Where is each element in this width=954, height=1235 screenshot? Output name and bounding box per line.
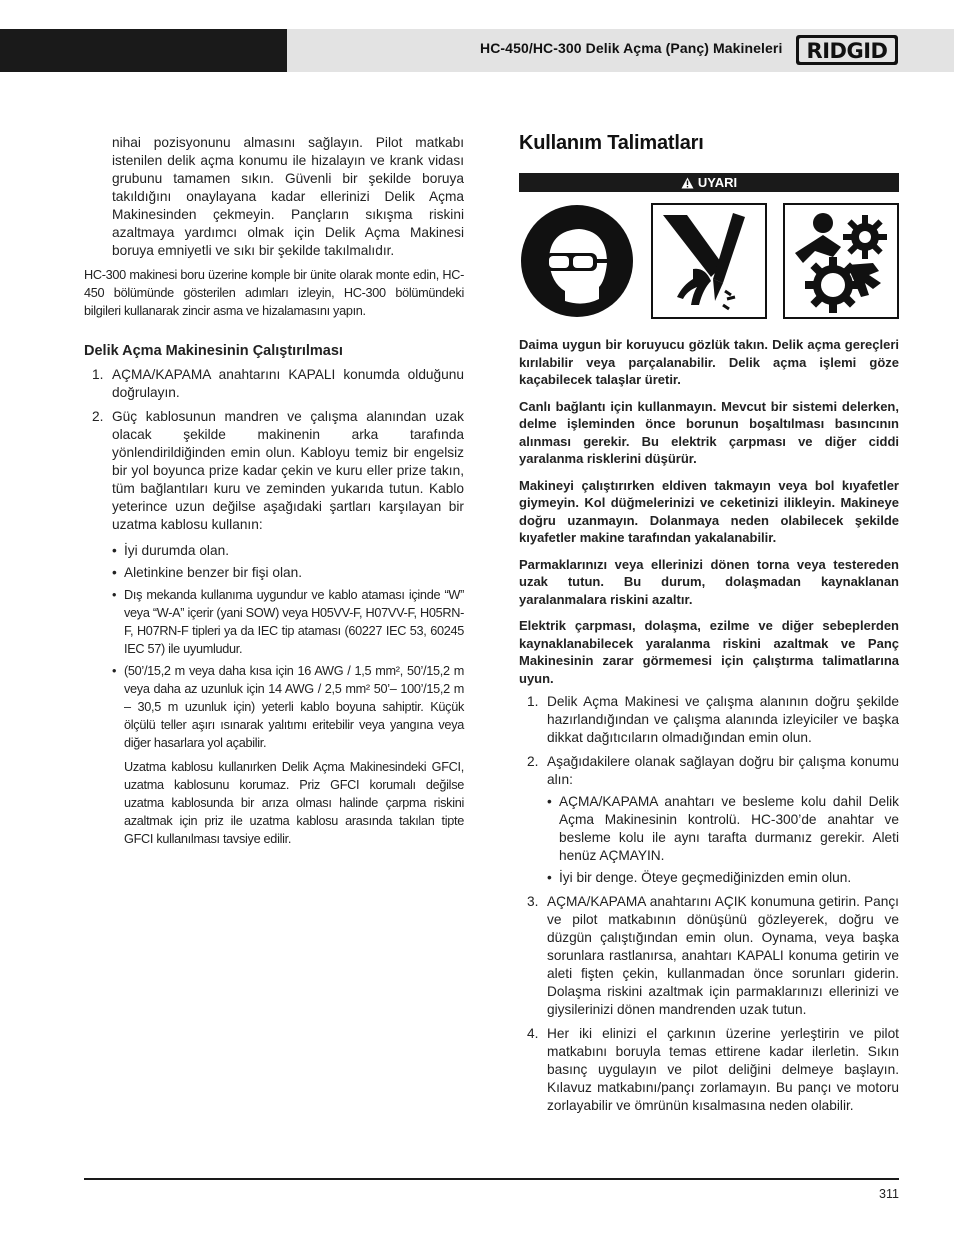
- warning-label: UYARI: [697, 175, 738, 190]
- list-item: • Dış mekanda kullanıma uygundur ve kablo ataması içinde “W” veya “W-A” içerir (yani SOW) veya H05VV-F, H07VV-F, H05RN-F, H07RN-F tipleri ya da IEC tip ataması (60227 IEC 53, 60245 IEC 57) ile uyumludur.: [112, 588, 464, 656]
- list-item: • Aletinkine benzer bir fişi olan.: [112, 565, 303, 580]
- section-heading: Delik Açma Makinesinin Çalıştırılması: [84, 343, 343, 359]
- step-item: [519, 1025, 899, 1115]
- bullet-text: AÇMA/KAPAMA anahtarı ve besleme kolu dahil Delik Açma Makinesinin kontrolü. HC-300’de anahtar ve besleme kolu ile aynı tarafta durmanız gerekir. Aleti henüz AÇMAYIN.: [559, 794, 899, 863]
- step-text: Aşağıdakilere olanak sağlayan doğru bir çalışma konumu alın:: [547, 754, 899, 787]
- step-number: 3.: [527, 894, 539, 909]
- ridgid-logo: [796, 35, 898, 65]
- gfci-paragraph: Uzatma kablosu kullanırken Delik Açma Makinesindeki GFCI, uzatma kablosunu korumaz. Priz GFCI korumalı değilse uzatma kablosunda bir arıza olması halinde çarpma riskini azaltmak için priz ile uzatma kablosu arasında takılan tipte GFCI kullanılması tavsiye edilir.: [124, 760, 464, 846]
- step-item: [84, 366, 464, 402]
- list-item: • İyi bir denge. Öteye geçmediğinizden emin olun.: [547, 870, 852, 885]
- step-number: 2.: [527, 754, 539, 769]
- warning-text: Canlı bağlantı için kullanmayın. Mevcut bir sistemi delerken, delme işleminden önce borunun boşaltılması basıncının alınması gerekir. Bu elektrik çarpması ve diğer ciddi yaralanma risklerini düşürür.: [519, 398, 899, 466]
- warning-text: Daima uygun bir koruyucu gözlük takın. Delik açma gereçleri kırılabilir veya parçalanabilir. Delik açma işlemi göze kaçabilecek talaşlar üretir.: [519, 337, 899, 387]
- right-column: [519, 134, 899, 1121]
- list-item: • AÇMA/KAPAMA anahtarı ve besleme kolu dahil Delik Açma Makinesinin kontrolü. HC-300’de anahtar ve besleme kolu ile aynı tarafta durmanız gerekir. Aleti henüz AÇMAYIN.: [547, 794, 899, 863]
- hand-drill-hazard-icon: [651, 203, 767, 319]
- list-item: • İyi durumda olan.: [112, 543, 229, 558]
- step-item: [84, 408, 464, 848]
- page-section-title: Kullanım Talimatları: [519, 132, 704, 154]
- step-number: 1.: [92, 367, 104, 382]
- left-column: [84, 134, 464, 854]
- step-text: Delik Açma Makinesi ve çalışma alanının doğru şekilde hazırlandığından ve çalışma alanında izleyiciler ve başka dikkat dağıtıcıların olmadığından emin olun.: [547, 694, 899, 745]
- gear-entanglement-icon: [783, 203, 899, 319]
- warning-text: Makineyi çalıştırırken eldiven takmayın veya bol kıyafetler giymeyin. Kol düğmelerinizi ve ceketinizi ilikleyin. Makineye doğru uzanmayın. Dolanmaya neden olabilecek şekilde kıyafetler makine tarafından yakalanabilir.: [519, 477, 899, 545]
- operating-steps: [84, 366, 464, 848]
- step-number: 1.: [527, 694, 539, 709]
- logo-text: RIDGID: [806, 39, 888, 63]
- bullet-text: (50’/15,2 m veya daha kısa için 16 AWG / 1,5 mm², 50’/15,2 m veya daha az uzunluk için 14 AWG / 2,5 mm² 50’– 100’/15,2 m – 30,5 m uzunluk için) yeterli kablo boyuna sahiptir. Küçük ölçülü teller aşırı ısınarak yalıtımı eritebilir veya yangına veya diğer hasarlara yol açabilir.: [124, 664, 464, 750]
- cord-requirements-list: [112, 542, 464, 752]
- step-number: 4.: [527, 1026, 539, 1041]
- step-text: AÇMA/KAPAMA anahtarını AÇIK konumuna getirin. Pançı ve pilot matkabının dönüşünü gözleyerek, doğru ve düzgün çalıştığından emin olun. Oynama, veya başka sorunlara rastlanırsa, anahtarı KAPALI konuma getirin ve aleti fişten çekin, kullanmadan önce sorunları giderin. Dolaşma riskini azaltmak için parmaklarınızı ellerinizi ve giysilerinizi dönen mandrenden uzak tutun.: [547, 894, 899, 1017]
- page-number: 311: [879, 1187, 899, 1201]
- step-text: Her iki elinizi el çarkının üzerine yerleştirin ve pilot matkabını boruyla temas ettirene kadar ilerletin. Sıkın basınç uygulayın ve pilot deliğini delmeye başlayın. Kılavuz matkabını/pançı zorlamayın. Bu pançı ve motoru zorlayabilir ve ömrünün kısalmasına neden olabilir.: [547, 1026, 899, 1113]
- safety-glasses-icon: [519, 203, 635, 319]
- bullet-text: Dış mekanda kullanıma uygundur ve kablo ataması içinde “W” veya “W-A” içerir (yani SOW) veya H05VV-F, H07VV-F, H05RN-F, H07RN-F tipleri ya da IEC tip ataması (60227 IEC 53, 60245 IEC 57) ile uyumludur.: [124, 588, 464, 656]
- hc300-note: HC-300 makinesi boru üzerine komple bir ünite olarak monte edin, HC-450 bölümünde gösterilen adımları izleyin, HC-300 bölümündeki bilgileri kullanarak zincir asma ve hizalamasını yapın.: [84, 268, 464, 318]
- bullet-text: Aletinkine benzer bir fişi olan.: [124, 565, 303, 580]
- warning-text: Parmaklarınızı veya ellerinizi dönen torna veya testereden uzak tutun. Bu durum, dolaşmadan kaynaklanan yaralanmalara riskini azaltır.: [519, 556, 899, 607]
- warning-text: Elektrik çarpması, dolaşma, ezilme ve diğer sebeplerden kaynaklanabilecek yaralanma riskini azaltmak ve Panç Makinesinin zarar görmemesi için çalıştırma talimatlarına uyun.: [519, 618, 899, 686]
- step-item: [519, 753, 899, 887]
- intro-paragraph: nihai pozisyonunu almasını sağlayın. Pilot matkabı istenilen delik açma konumu ile hizalayın ve krank vidası grubunu tamamen sıkın. Güvenli bir şekilde boruya takıldığını onaylayana kadar ellerinizi Delik Açma Makinesinden çekmeyin. Pançların sıkışma riskini azaltmaya yardımcı olmak için Delik Açma Makinesi boruya emniyetli ve sıkı bir şekilde takılmalıdır.: [112, 135, 464, 258]
- position-list: [547, 793, 899, 887]
- warning-banner: [519, 173, 899, 192]
- bullet-text: İyi durumda olan.: [124, 543, 229, 558]
- usage-steps: [519, 693, 899, 1115]
- header-black-bar: [0, 29, 287, 72]
- footer-rule: [84, 1178, 899, 1180]
- header-title: HC-450/HC-300 Delik Açma (Panç) Makineleri: [480, 40, 783, 56]
- step-number: 2.: [92, 409, 104, 424]
- step-text: AÇMA/KAPAMA anahtarını KAPALI konumda olduğunu doğrulayın.: [112, 367, 464, 400]
- hazard-icons: [519, 203, 899, 319]
- step-text: Güç kablosunun mandren ve çalışma alanından uzak olacak şekilde makinenin arka tarafında yönlendirildiğinden emin olun. Kabloyu temiz bir engelsiz bir yol boyunca prize kadar çekin ve kuru eller prize takın, tüm bağlantıları kuru ve zeminden yukarıda tutun. Kablo yeterince uzun değilse aşağıdaki şartları karşılayan bir uzatma kablosu kullanın:: [112, 409, 464, 532]
- list-item: • (50’/15,2 m veya daha kısa için 16 AWG / 1,5 mm², 50’/15,2 m veya daha az uzunluk için 14 AWG / 2,5 mm² 50’– 100’/15,2 m – 30,5 m uzunluk için) yeterli kablo boyuna sahiptir. Küçük ölçülü teller aşırı ısınarak yalıtımı eritebilir veya yangına veya diğer hasarlara yol açabilir.: [112, 664, 464, 750]
- step-item: [519, 693, 899, 747]
- step-item: [519, 893, 899, 1019]
- warning-triangle-icon: [681, 177, 694, 189]
- bullet-text: İyi bir denge. Öteye geçmediğinizden emin olun.: [559, 870, 852, 885]
